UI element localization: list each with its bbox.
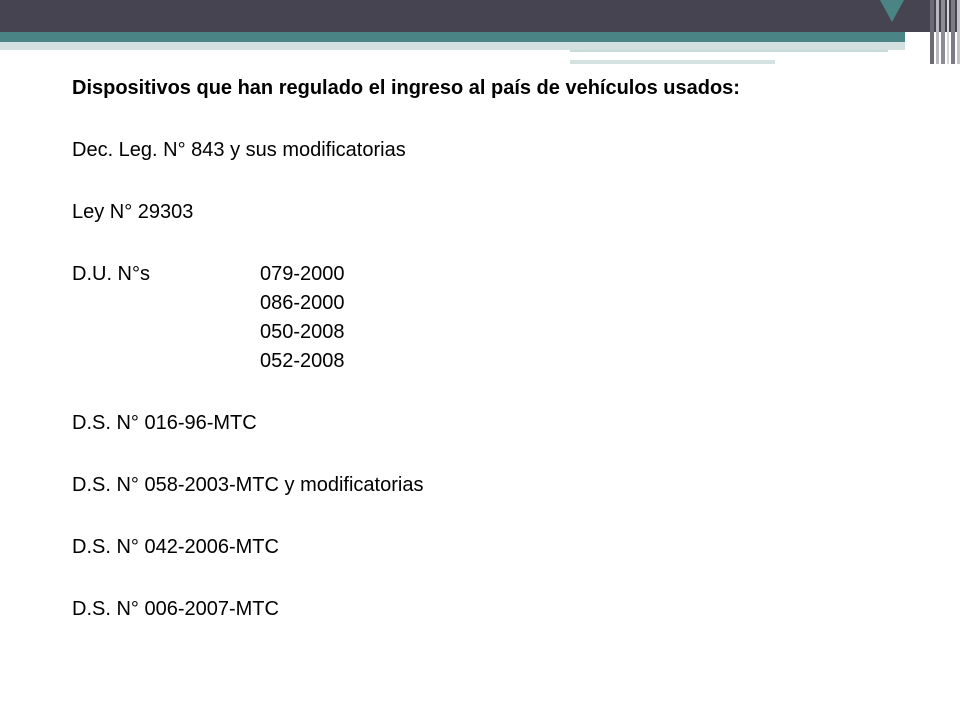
stripe	[936, 0, 939, 64]
stripe	[947, 0, 949, 64]
stripe	[951, 0, 955, 64]
header-thin-line	[570, 50, 888, 52]
list-item: Dec. Leg. N° 843 y sus modificatorias	[72, 139, 406, 161]
header-vertical-stripes	[930, 0, 960, 64]
stripe	[941, 0, 945, 64]
list-item: D.S. N° 006-2007-MTC	[72, 598, 279, 620]
header-bar	[0, 0, 960, 32]
list-item: D.S. N° 016-96-MTC	[72, 412, 257, 434]
header-notch	[880, 0, 904, 22]
slide-heading: Dispositivos que han regulado el ingreso al país de vehículos usados:	[72, 77, 740, 99]
du-row	[72, 260, 884, 289]
du-number: 086-2000	[260, 292, 345, 314]
slide-content	[72, 74, 884, 624]
list-item: D.S. N° 042-2006-MTC	[72, 536, 279, 558]
du-number: 079-2000	[260, 263, 345, 285]
du-number: 050-2008	[260, 321, 345, 343]
header-accent-bar	[0, 32, 905, 42]
du-row	[72, 318, 884, 347]
du-row	[72, 347, 884, 376]
stripe	[930, 0, 934, 64]
list-item: Ley N° 29303	[72, 201, 194, 223]
header-thin-line-short	[570, 60, 775, 64]
du-number: 052-2008	[260, 350, 345, 372]
header-pale-bar	[0, 42, 905, 50]
du-label: D.U. N°s	[72, 263, 150, 285]
du-row	[72, 289, 884, 318]
list-item: D.S. N° 058-2003-MTC y modificatorias	[72, 474, 424, 496]
